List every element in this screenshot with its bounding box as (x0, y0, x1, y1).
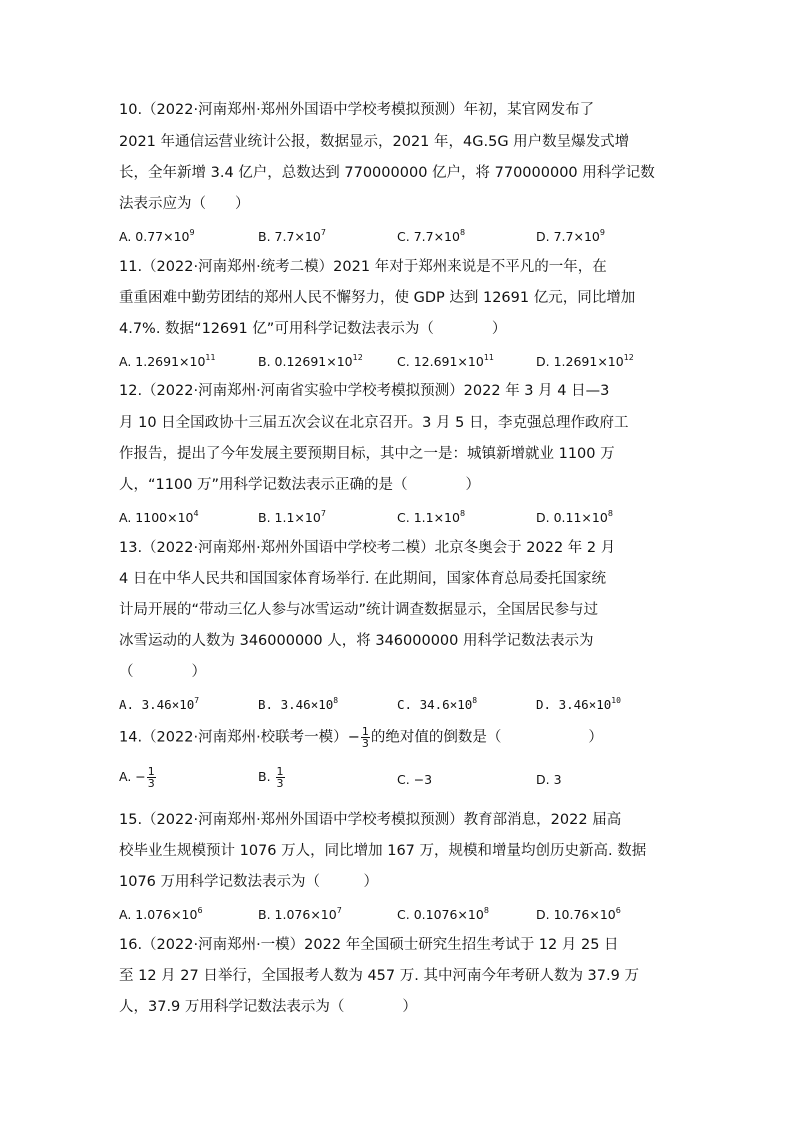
q15-line-3: 1076 万用科学记数法表示为（ ） (119, 874, 379, 890)
q14-stem (119, 726, 603, 749)
option-b[interactable]: B. $0.12691\times 10^{12}$ (258, 353, 363, 369)
option-d[interactable]: D. 3 (536, 772, 562, 787)
option-d[interactable]: D. $0.11\times 10^8$ (536, 509, 613, 525)
q10-line-3: 长，全年新增 3.4 亿户，总数达到 770000000 亿户，将 770000000 用科学记数 (119, 165, 655, 181)
q13-line-5: （ ） (119, 664, 206, 680)
q12-options (119, 510, 679, 528)
q13-options (119, 697, 679, 715)
q14-sign: − (347, 729, 360, 746)
q11-options (119, 354, 679, 372)
q13-line-2: 4 日在中华人民共和国国家体育场举行. 在此期间，国家体育总局委托国家统 (119, 571, 607, 587)
option-c[interactable]: C. $1.1\times 10^8$ (397, 509, 466, 525)
option-b[interactable]: B. $\frac{1}{3}$ (258, 765, 284, 790)
option-b[interactable]: B. $7.7\times 10^7$ (258, 228, 326, 244)
q16-line-3: 人，37.9 万用科学记数法表示为（ ） (119, 999, 417, 1015)
option-c[interactable]: C. −3 (397, 772, 433, 787)
option-a[interactable]: A. $0.77\times 10^9$ (119, 228, 195, 244)
q12-line-3: 作报告，提出了今年发展主要预期目标，其中之一是：城镇新增就业 1100 万 (119, 446, 615, 462)
option-d[interactable]: D. $1.2691\times 10^{12}$ (536, 353, 634, 369)
q16-line-1: 16.（2022·河南郑州·一模）2022 年全国硕士研究生招生考试于 12 月 25 日 (119, 937, 619, 953)
option-a[interactable]: A. $3.46\times 10^7$ (119, 696, 200, 712)
q10-options (119, 229, 679, 247)
q13-line-4: 冰雪运动的人数为 346000000 人，将 346000000 用科学记数法表示为 (119, 633, 594, 649)
q10-line-4: 法表示应为（ ） (119, 196, 250, 212)
option-d[interactable]: D. $7.7\times 10^9$ (536, 228, 605, 244)
q16-line-2: 至 12 月 27 日举行，全国报考人数为 457 万. 其中河南今年考研人数为 37.9 万 (119, 968, 639, 984)
q12-line-1: 12.（2022·河南郑州·河南省实验中学校考模拟预测）2022 年 3 月 4 日—3 (119, 383, 610, 399)
q14-prefix: 14.（2022·河南郑州·校联考一模） (119, 729, 348, 746)
q15-line-1: 15.（2022·河南郑州·郑州外国语中学校考模拟预测）教育部消息，2022 届高 (119, 812, 622, 828)
q14-suffix: 的绝对值的倒数是（ ） (370, 729, 603, 746)
option-b[interactable]: B. $1.1\times 10^7$ (258, 509, 326, 525)
q13-line-3: 计局开展的“带动三亿人参与冰雪运动”统计调查数据显示，全国居民参与过 (119, 602, 599, 618)
q11-line-2: 重重困难中勤劳团结的郑州人民不懈努力，使 GDP 达到 12691 亿元，同比增加 (119, 290, 636, 306)
option-c[interactable]: C. $0.1076\times 10^8$ (397, 906, 489, 922)
q10-line-2: 2021 年通信运营业统计公报，数据显示，2021 年，4G.5G 用户数呈爆发式增 (119, 134, 630, 150)
q15-options (119, 907, 679, 925)
q14-fraction: $\frac{1}{3}$ (361, 725, 369, 750)
q13-line-1: 13.（2022·河南郑州·郑州外国语中学校考二模）北京冬奥会于 2022 年 2 月 (119, 540, 616, 556)
option-b[interactable]: B. $1.076\times 10^7$ (258, 906, 342, 922)
option-d[interactable]: D. $3.46\times 10^{10}$ (536, 696, 621, 712)
q11-line-1: 11.（2022·河南郑州·统考二模）2021 年对于郑州来说是不平凡的一年，在 (119, 259, 607, 275)
q14-options (119, 766, 679, 794)
option-b[interactable]: B. $3.46\times 10^8$ (258, 696, 339, 712)
q12-line-4: 人，“1100 万”用科学记数法表示正确的是（ ） (119, 477, 481, 493)
option-a[interactable]: A. − $\frac{1}{3}$ (119, 765, 155, 790)
option-a[interactable]: A. $1.2691\times 10^{11}$ (119, 353, 216, 369)
option-d[interactable]: D. $10.76\times 10^6$ (536, 906, 621, 922)
option-a[interactable]: A. $1100\times 10^4$ (119, 509, 199, 525)
option-c[interactable]: C. $7.7\times 10^8$ (397, 228, 466, 244)
q11-line-3: 4.7%. 数据“12691 亿”可用科学记数法表示为（ ） (119, 321, 507, 337)
q12-line-2: 月 10 日全国政协十三届五次会议在北京召开。3 月 5 日，李克强总理作政府工 (119, 415, 629, 431)
q10-line-1: 10.（2022·河南郑州·郑州外国语中学校考模拟预测）年初，某官网发布了 (119, 102, 595, 118)
option-c[interactable]: C. $12.691\times 10^{11}$ (397, 353, 494, 369)
option-a[interactable]: A. $1.076\times 10^6$ (119, 906, 203, 922)
q15-line-2: 校毕业生规模预计 1076 万人，同比增加 167 万，规模和增量均创历史新高. 数据 (119, 843, 647, 859)
option-c[interactable]: C. $34.6\times 10^8$ (397, 696, 478, 712)
